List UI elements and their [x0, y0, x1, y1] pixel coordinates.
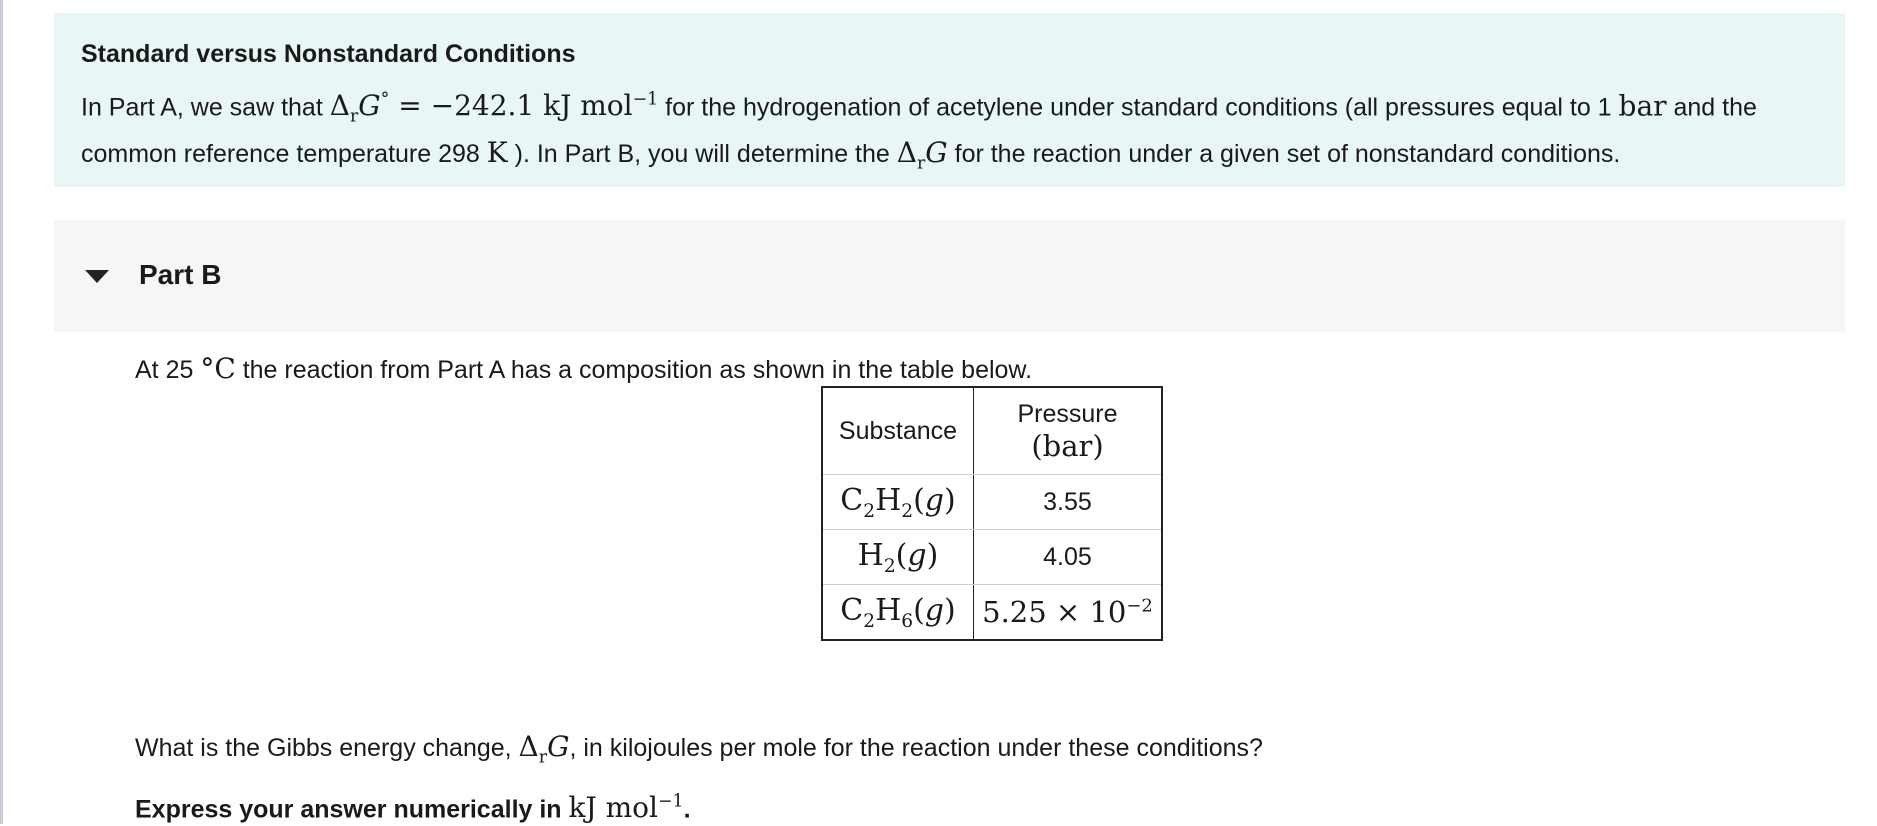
- caret-down-icon[interactable]: [80, 259, 114, 293]
- part-b-header[interactable]: [54, 220, 1845, 332]
- intro-title: Standard versus Nonstandard Conditions: [81, 40, 576, 68]
- substance-cell: $C_2H_2(g)$: [822, 475, 974, 530]
- pressure-cell: 3.55: [974, 475, 1163, 530]
- pressure-cell: 4.05: [974, 530, 1163, 585]
- intro-text-5: for the reaction under a given set of nonstandard conditions.: [947, 139, 1621, 168]
- header-substance: Substance: [822, 387, 974, 475]
- table-row: [822, 475, 1162, 530]
- substance-cell: $C_2H_6(g)$: [822, 585, 974, 641]
- answer-unit: kJ mol$^{-1}$: [568, 791, 684, 825]
- table-header-row: [822, 387, 1162, 475]
- delta-r-g-standard: $\Delta_rG^\circ = -242.1$ kJ mol$^{-1}$: [329, 89, 659, 127]
- intro-text-2: for the hydrogenation of acetylene under standard conditions (all pressures equal to 1: [658, 93, 1619, 122]
- table-row: [822, 530, 1162, 585]
- left-border: [0, 0, 3, 824]
- celsius-unit: °C: [200, 352, 236, 385]
- intro-text-4: ). In Part B, you will determine the: [507, 139, 897, 168]
- kelvin-unit: K: [486, 135, 508, 169]
- table-row: [822, 585, 1162, 641]
- delta-r-g: $\Delta_rG$: [896, 135, 948, 174]
- intro-box: [54, 13, 1845, 187]
- bar-unit: bar: [1618, 89, 1667, 123]
- composition-table: [821, 386, 1163, 641]
- answer-instructions: Express your answer numerically in kJ mol$^{-1}$.: [135, 791, 691, 825]
- part-title[interactable]: Part B: [139, 259, 222, 290]
- composition-intro: At 25 °C the reaction from Part A has a composition as shown in the table below.: [135, 352, 1033, 385]
- delta-r-g: $\Delta_rG$: [518, 730, 570, 768]
- question-text: What is the Gibbs energy change, $\Delta_rG$, in kilojoules per mole for the reaction under these conditions?: [135, 730, 1263, 768]
- substance-cell: $H_2(g)$: [822, 530, 974, 585]
- intro-text-1: In Part A, we saw that: [81, 93, 330, 122]
- header-pressure: Pressure (bar): [974, 387, 1163, 475]
- intro-text: [81, 83, 1818, 182]
- pressure-cell: $5.25 \times 10^{-2}$: [974, 585, 1163, 641]
- intro-text-3: and the common reference temperature 298: [81, 93, 1757, 168]
